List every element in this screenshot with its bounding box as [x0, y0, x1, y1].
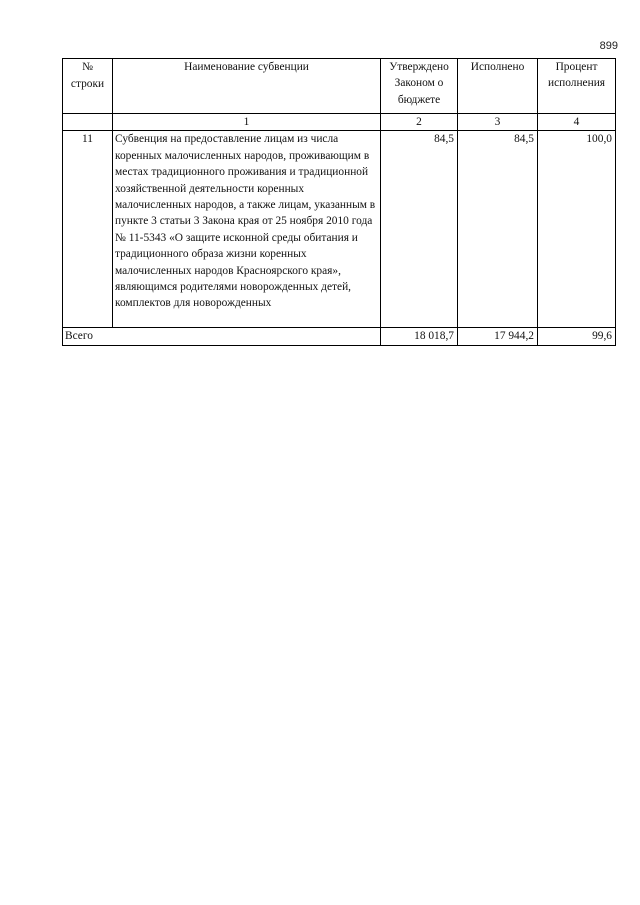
header-row-number: № строки — [63, 59, 113, 114]
page-number: 899 — [599, 40, 618, 52]
column-index-0 — [63, 114, 113, 131]
approved-cell: 84,5 — [381, 131, 458, 328]
column-index-1: 1 — [113, 114, 381, 131]
row-number-cell: 11 — [63, 131, 113, 328]
header-percent: Процент исполнения — [538, 59, 616, 114]
table-row — [63, 131, 616, 328]
column-index-4: 4 — [538, 114, 616, 131]
percent-cell: 100,0 — [538, 131, 616, 328]
total-executed: 17 944,2 — [458, 328, 538, 345]
column-index-2: 2 — [381, 114, 458, 131]
total-percent: 99,6 — [538, 328, 616, 345]
subvention-name-cell: Субвенция на предоставление лицам из числа коренных малочисленных народов, проживающим в местах традиционного проживания и традиционной хозяйственной деятельности коренных малочисленных народов, а также лицам, указанным в пункте 3 статьи 3 Закона края от 25 ноября 2010 года № 11-5343 «О защите исконной среды обитания и традиционного образа жизни коренных малочисленных народов Красноярского края», являющимся родителями новорожденных детей, комплектов для новорожденных — [113, 131, 381, 328]
column-index-3: 3 — [458, 114, 538, 131]
executed-cell: 84,5 — [458, 131, 538, 328]
subvention-table — [62, 58, 616, 346]
table-header-row — [63, 59, 616, 114]
header-approved: Утверждено Законом о бюджете — [381, 59, 458, 114]
total-label: Всего — [63, 328, 381, 345]
header-subvention-name: Наименование субвенции — [113, 59, 381, 114]
column-index-row — [63, 114, 616, 131]
header-executed: Исполнено — [458, 59, 538, 114]
total-approved: 18 018,7 — [381, 328, 458, 345]
total-row — [63, 328, 616, 345]
